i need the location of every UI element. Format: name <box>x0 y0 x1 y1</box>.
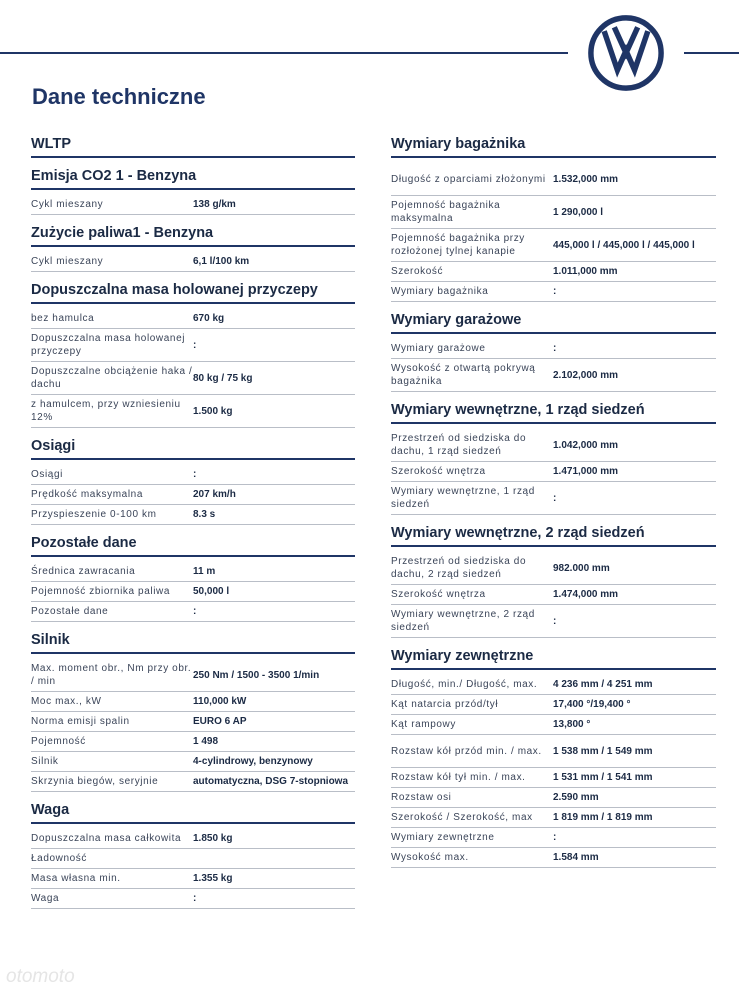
spec-value: 1.042,000 mm <box>553 439 619 451</box>
spec-row <box>391 339 716 359</box>
spec-label: Wymiary zewnętrzne <box>391 832 495 843</box>
spec-label: Dopuszczalne obciążenie haka / dachu <box>31 366 193 390</box>
spec-value: 8.3 s <box>193 509 216 520</box>
section-wymiary-bagaznika <box>391 134 716 302</box>
spec-label: Pojemność zbiornika paliwa <box>31 586 170 597</box>
spec-value: 4-cylindrowy, benzynowy <box>193 756 313 767</box>
spec-value: 6,1 l/100 km <box>193 256 250 267</box>
spec-value: 1 538 mm / 1 549 mm <box>553 745 653 757</box>
section-title: Wymiary zewnętrzne <box>391 646 716 670</box>
spec-row <box>391 715 716 735</box>
spec-row <box>31 772 355 792</box>
spec-value: automatyczna, DSG 7-stopniowa <box>193 776 349 787</box>
spec-value: 1.850 kg <box>193 833 233 844</box>
section-title: Osiągi <box>31 436 355 460</box>
section-zuzycie-paliwa1-benzyna <box>31 223 355 272</box>
spec-row <box>391 768 716 788</box>
spec-label: Szerokość <box>391 266 444 277</box>
section-wymiary-wewnetrzne-1-rzad-siedzen <box>391 400 716 515</box>
spec-row <box>31 869 355 889</box>
spec-label: Wymiary bagażnika <box>391 286 489 297</box>
right-column <box>391 134 716 876</box>
spec-label: Pojemność bagażnika maksymalna <box>391 200 501 224</box>
header-rule-right <box>684 52 739 54</box>
spec-label: Wysokość z otwartą pokrywą bagażnika <box>391 363 536 387</box>
section-title: Waga <box>31 800 355 824</box>
watermark: otomoto <box>6 966 75 987</box>
section-wymiary-zewnetrzne <box>391 646 716 868</box>
left-column <box>31 134 355 917</box>
spec-row <box>391 675 716 695</box>
spec-value: : <box>553 615 557 627</box>
spec-label: Cykl mieszany <box>31 199 104 210</box>
spec-value: 1.355 kg <box>193 873 233 884</box>
spec-label: Wymiary wewnętrzne, 2 rząd siedzeń <box>391 609 535 633</box>
spec-row <box>391 282 716 302</box>
spec-value: : <box>553 492 557 504</box>
spec-row <box>31 712 355 732</box>
spec-row <box>31 732 355 752</box>
spec-value: 2.590 mm <box>553 792 599 803</box>
spec-row <box>391 828 716 848</box>
spec-label: Rozstaw kół tył min. / max. <box>391 772 526 783</box>
spec-row <box>31 849 355 869</box>
spec-label: Dopuszczalna masa całkowita <box>31 833 182 844</box>
section-title: Wymiary wewnętrzne, 2 rząd siedzeń <box>391 523 716 547</box>
spec-row <box>31 582 355 602</box>
section-title: WLTP <box>31 134 355 158</box>
spec-row <box>391 605 716 638</box>
spec-value: 13,800 ° <box>553 719 591 730</box>
spec-label: Masa własna min. <box>31 873 121 884</box>
spec-value: 110,000 kW <box>193 696 247 707</box>
spec-row <box>391 462 716 482</box>
spec-label: Osiągi <box>31 469 63 480</box>
spec-label: Max. moment obr., Nm przy obr. / min <box>31 663 192 687</box>
section-title: Emisja CO2 1 - Benzyna <box>31 166 355 190</box>
spec-value: 982.000 mm <box>553 562 610 574</box>
spec-value: 445,000 l / 445,000 l / 445,000 l <box>553 239 695 251</box>
spec-label: Przyspieszenie 0-100 km <box>31 509 157 520</box>
spec-value: 1 498 <box>193 736 219 747</box>
section-wymiary-garazowe <box>391 310 716 392</box>
spec-value: 1 290,000 l <box>553 206 604 218</box>
spec-row <box>31 505 355 525</box>
spec-value: : <box>193 469 197 480</box>
spec-value: 80 kg / 75 kg <box>193 372 253 384</box>
spec-value: 250 Nm / 1500 - 3500 1/min <box>193 669 320 681</box>
section-silnik <box>31 630 355 792</box>
spec-row <box>391 552 716 585</box>
section-dopuszczalna-masa-holowanej-przyczepy <box>31 280 355 428</box>
spec-row <box>31 329 355 362</box>
spec-row <box>391 262 716 282</box>
spec-label: Kąt natarcia przód/tył <box>391 699 499 710</box>
section-title: Wymiary garażowe <box>391 310 716 334</box>
spec-value: 1.500 kg <box>193 405 233 417</box>
spec-value: : <box>553 832 557 843</box>
spec-label: bez hamulca <box>31 313 95 324</box>
spec-value: 1.474,000 mm <box>553 589 619 600</box>
spec-value: 1 531 mm / 1 541 mm <box>553 772 653 783</box>
spec-label: Przestrzeń od siedziska do dachu, 2 rząd siedzeń <box>391 556 527 580</box>
spec-value: : <box>553 286 557 297</box>
spec-row <box>391 196 716 229</box>
spec-row <box>31 465 355 485</box>
spec-label: Wymiary wewnętrzne, 1 rząd siedzeń <box>391 486 535 510</box>
section-title: Zużycie paliwa1 - Benzyna <box>31 223 355 247</box>
spec-row <box>31 602 355 622</box>
spec-row <box>391 585 716 605</box>
section-title: Wymiary wewnętrzne, 1 rząd siedzeń <box>391 400 716 424</box>
spec-label: Średnica zawracania <box>31 566 136 577</box>
spec-row <box>31 395 355 428</box>
section-osiagi <box>31 436 355 525</box>
spec-label: Moc max., kW <box>31 696 102 707</box>
spec-label: Prędkość maksymalna <box>31 489 143 500</box>
spec-label: Rozstaw osi <box>391 792 452 803</box>
spec-label: Szerokość / Szerokość, max <box>391 812 533 823</box>
spec-label: Silnik <box>31 756 59 767</box>
spec-value: 670 kg <box>193 313 225 324</box>
spec-row <box>391 735 716 768</box>
spec-label: Pojemność <box>31 736 86 747</box>
header-rule-left <box>0 52 568 54</box>
spec-row <box>391 163 716 196</box>
spec-row <box>391 695 716 715</box>
spec-row <box>31 692 355 712</box>
section-title: Wymiary bagażnika <box>391 134 716 158</box>
spec-value: 50,000 l <box>193 586 230 597</box>
spec-label: Cykl mieszany <box>31 256 104 267</box>
spec-row <box>391 788 716 808</box>
spec-row <box>391 848 716 868</box>
spec-label: z hamulcem, przy wzniesieniu 12% <box>31 399 181 423</box>
spec-label: Ładowność <box>31 853 87 864</box>
spec-label: Długość, min./ Długość, max. <box>391 679 538 690</box>
page-title: Dane techniczne <box>32 84 206 109</box>
section-title: Silnik <box>31 630 355 654</box>
spec-label: Dopuszczalna masa holowanej przyczepy <box>31 333 186 357</box>
spec-row <box>31 752 355 772</box>
spec-value: 138 g/km <box>193 199 236 210</box>
section-waga <box>31 800 355 909</box>
spec-label: Norma emisji spalin <box>31 716 130 727</box>
spec-label: Wysokość max. <box>391 852 469 863</box>
spec-label: Szerokość wnętrza <box>391 589 486 600</box>
spec-value: 1.584 mm <box>553 852 599 863</box>
spec-label: Kąt rampowy <box>391 719 456 730</box>
spec-row <box>31 309 355 329</box>
vw-logo-icon <box>587 14 665 92</box>
section-title: Pozostałe dane <box>31 533 355 557</box>
spec-row <box>391 429 716 462</box>
section-wltp <box>31 134 355 158</box>
spec-value: 1.532,000 mm <box>553 173 619 185</box>
spec-label: Skrzynia biegów, seryjnie <box>31 776 159 787</box>
spec-value: : <box>193 606 197 617</box>
spec-row <box>31 252 355 272</box>
spec-label: Długość z oparciami złożonymi <box>391 173 546 185</box>
spec-value: 1 819 mm / 1 819 mm <box>553 812 653 823</box>
section-emisja-co2-1-benzyna <box>31 166 355 215</box>
section-wymiary-wewnetrzne-2-rzad-siedzen <box>391 523 716 638</box>
spec-value: 207 km/h <box>193 489 236 500</box>
spec-label: Szerokość wnętrza <box>391 466 486 477</box>
spec-row <box>391 482 716 515</box>
section-title: Dopuszczalna masa holowanej przyczepy <box>31 280 355 304</box>
spec-label: Wymiary garażowe <box>391 343 486 354</box>
spec-row <box>31 889 355 909</box>
spec-value: EURO 6 AP <box>193 716 247 727</box>
spec-value: 17,400 °/19,400 ° <box>553 699 631 710</box>
section-pozostale-dane <box>31 533 355 622</box>
spec-row <box>391 808 716 828</box>
spec-label: Pojemność bagażnika przy rozłożonej tylnej kanapie <box>391 233 525 257</box>
spec-row <box>31 562 355 582</box>
spec-value: : <box>553 343 557 354</box>
spec-row <box>31 362 355 395</box>
spec-row <box>31 829 355 849</box>
spec-label: Przestrzeń od siedziska do dachu, 1 rząd siedzeń <box>391 433 527 457</box>
spec-value: 4 236 mm / 4 251 mm <box>553 679 653 690</box>
spec-value: : <box>193 339 197 351</box>
spec-label: Waga <box>31 893 60 904</box>
spec-row <box>31 485 355 505</box>
spec-row <box>31 659 355 692</box>
spec-value: 1.011,000 mm <box>553 266 618 277</box>
spec-value: 11 m <box>193 566 216 577</box>
spec-value: 1.471,000 mm <box>553 466 619 477</box>
spec-row <box>391 229 716 262</box>
spec-value: : <box>193 893 197 904</box>
spec-label: Pozostałe dane <box>31 606 109 617</box>
spec-row <box>31 195 355 215</box>
spec-value: 2.102,000 mm <box>553 369 619 381</box>
spec-row <box>391 359 716 392</box>
spec-label: Rozstaw kół przód min. / max. <box>391 745 542 757</box>
